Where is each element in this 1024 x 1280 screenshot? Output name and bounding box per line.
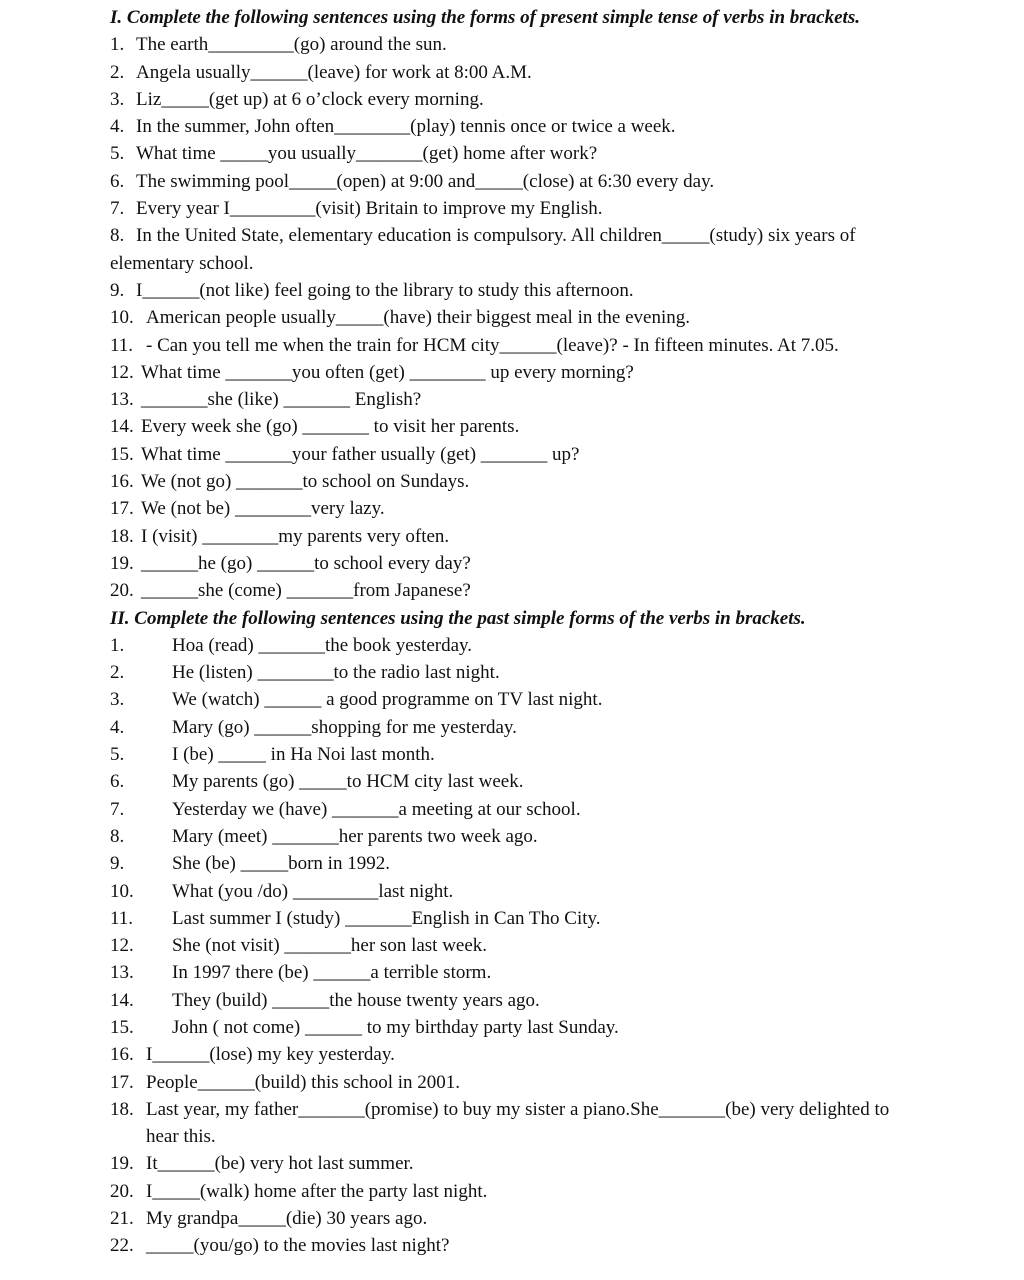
exercise-1-item xyxy=(0,277,1024,304)
item-number: 17. xyxy=(110,1071,134,1093)
item-text: It______(be) very hot last summer. xyxy=(146,1153,414,1175)
item-text: In the United State, elementary education is compulsory. All children_____(study) six years of xyxy=(136,225,856,247)
exercise-1-item xyxy=(0,31,1024,58)
item-text: People______(build) this school in 2001. xyxy=(146,1071,461,1093)
exercise-1-item xyxy=(0,332,1024,359)
item-number: 15. xyxy=(110,1016,134,1038)
exercise-2-item xyxy=(0,714,1024,741)
item-text: Last year, my father_______(promise) to buy my sister a piano.She_______(be) very delighted to xyxy=(146,1098,890,1120)
item-number: 14. xyxy=(110,416,134,438)
item-text: I (visit) ________my parents very often. xyxy=(141,525,450,547)
exercise-2-item xyxy=(0,1205,1024,1232)
exercise-2-item xyxy=(0,823,1024,850)
item-number: 20. xyxy=(110,580,134,602)
exercise-1-item xyxy=(0,386,1024,413)
exercise-1-item xyxy=(0,195,1024,222)
exercise-1-item xyxy=(0,359,1024,386)
item-number: 17. xyxy=(110,498,134,520)
exercise-2-item xyxy=(0,1096,1024,1123)
item-number: 10. xyxy=(110,880,134,902)
item-text: I (be) _____ in Ha Noi last month. xyxy=(172,744,435,766)
item-number: 16. xyxy=(110,471,134,493)
item-number: 6. xyxy=(110,170,125,192)
exercise-2-item-continuation xyxy=(0,1123,1024,1150)
item-text: We (watch) ______ a good programme on TV last night. xyxy=(172,689,603,711)
exercise-2-item xyxy=(0,905,1024,932)
item-text: ______she (come) _______from Japanese? xyxy=(141,580,471,602)
exercise-1-item xyxy=(0,495,1024,522)
item-text: Yesterday we (have) _______a meeting at our school. xyxy=(172,798,581,820)
exercise-2-item xyxy=(0,1178,1024,1205)
item-text: The earth_________(go) around the sun. xyxy=(136,34,447,56)
item-number: 4. xyxy=(110,716,125,738)
item-number: 7. xyxy=(110,198,125,220)
item-text: She (be) _____born in 1992. xyxy=(172,853,390,875)
item-text: I_____(walk) home after the party last night. xyxy=(146,1180,488,1202)
item-number: 13. xyxy=(110,389,134,411)
exercise-1-item xyxy=(0,413,1024,440)
exercise-2-item xyxy=(0,1014,1024,1041)
item-number: 2. xyxy=(110,662,125,684)
exercise-1-item xyxy=(0,304,1024,331)
exercise-1-item xyxy=(0,468,1024,495)
item-text: John ( not come) ______ to my birthday party last Sunday. xyxy=(172,1016,619,1038)
item-text: Hoa (read) _______the book yesterday. xyxy=(172,634,473,656)
item-text: In 1997 there (be) ______a terrible storm. xyxy=(172,962,492,984)
item-number: 8. xyxy=(110,225,125,247)
item-text: What time _______your father usually (get) _______ up? xyxy=(141,443,580,465)
item-number: 12. xyxy=(110,935,134,957)
exercise-2-item xyxy=(0,987,1024,1014)
exercise-2-item xyxy=(0,1041,1024,1068)
item-number: 19. xyxy=(110,1153,134,1175)
exercise-1-item xyxy=(0,577,1024,604)
exercise-1-item xyxy=(0,113,1024,140)
item-text: What (you /do) _________last night. xyxy=(172,880,454,902)
item-text: In the summer, John often________(play) tennis once or twice a week. xyxy=(136,116,676,138)
item-number: 1. xyxy=(110,634,125,656)
worksheet-page xyxy=(0,4,1024,1260)
exercise-2-item xyxy=(0,932,1024,959)
item-number: 14. xyxy=(110,989,134,1011)
item-text: My grandpa_____(die) 30 years ago. xyxy=(146,1208,428,1230)
item-number: 8. xyxy=(110,825,125,847)
item-number: 20. xyxy=(110,1180,134,1202)
item-text: Mary (meet) _______her parents two week ago. xyxy=(172,825,538,847)
exercise-2-item xyxy=(0,796,1024,823)
item-number: 2. xyxy=(110,61,125,83)
item-number: 11. xyxy=(110,334,134,356)
item-number: 12. xyxy=(110,361,134,383)
item-text: Angela usually______(leave) for work at 8:00 A.M. xyxy=(136,61,532,83)
item-number: 3. xyxy=(110,689,125,711)
exercise-2-item xyxy=(0,959,1024,986)
item-text: My parents (go) _____to HCM city last week. xyxy=(172,771,524,793)
item-text: We (not be) ________very lazy. xyxy=(141,498,385,520)
item-text: He (listen) ________to the radio last night. xyxy=(172,662,500,684)
item-number: 6. xyxy=(110,771,125,793)
item-text: She (not visit) _______her son last week. xyxy=(172,935,488,957)
exercise-2-item xyxy=(0,741,1024,768)
item-text: We (not go) _______to school on Sundays. xyxy=(141,471,470,493)
item-text: American people usually_____(have) their biggest meal in the evening. xyxy=(146,307,690,329)
item-number: 7. xyxy=(110,798,125,820)
item-text: They (build) ______the house twenty years ago. xyxy=(172,989,540,1011)
item-number: 16. xyxy=(110,1044,134,1066)
item-text: Every week she (go) _______ to visit her parents. xyxy=(141,416,520,438)
item-text: Mary (go) ______shopping for me yesterday. xyxy=(172,716,517,738)
exercise-2-item xyxy=(0,878,1024,905)
item-text: The swimming pool_____(open) at 9:00 and_____(close) at 6:30 every day. xyxy=(136,170,715,192)
exercise-2-item xyxy=(0,850,1024,877)
exercise-1-item xyxy=(0,523,1024,550)
item-number: 4. xyxy=(110,116,125,138)
exercise-2-item xyxy=(0,1069,1024,1096)
exercise-1-item xyxy=(0,140,1024,167)
exercise-2-item xyxy=(0,686,1024,713)
item-text: What time _______you often (get) ________ up every morning? xyxy=(141,361,634,383)
section-2-heading: II. Complete the following sentences using the past simple forms of the verbs in brackets. xyxy=(110,607,806,629)
exercise-1-item xyxy=(0,168,1024,195)
item-number: 9. xyxy=(110,853,125,875)
item-text: I______(lose) my key yesterday. xyxy=(146,1044,395,1066)
item-text: - Can you tell me when the train for HCM city______(leave)? - In fifteen minutes. At 7.05. xyxy=(146,334,839,356)
exercise-2-item xyxy=(0,1232,1024,1259)
item-text: _______she (like) _______ English? xyxy=(141,389,422,411)
item-text: ______he (go) ______to school every day? xyxy=(141,552,471,574)
exercise-2-item xyxy=(0,1150,1024,1177)
item-text: What time _____you usually_______(get) home after work? xyxy=(136,143,598,165)
item-text: Every year I_________(visit) Britain to improve my English. xyxy=(136,198,603,220)
section-1-heading: I. Complete the following sentences using the forms of present simple tense of verbs in brackets. xyxy=(110,7,860,28)
exercise-1-item xyxy=(0,441,1024,468)
item-text: _____(you/go) to the movies last night? xyxy=(146,1235,450,1257)
item-text-continuation: hear this. xyxy=(146,1126,216,1148)
exercise-2-item xyxy=(0,659,1024,686)
item-number: 5. xyxy=(110,744,125,766)
item-number: 9. xyxy=(110,279,125,301)
exercise-1-item xyxy=(0,222,1024,249)
item-text-continuation: elementary school. xyxy=(110,252,254,274)
item-number: 19. xyxy=(110,552,134,574)
item-text: Liz_____(get up) at 6 o’clock every morning. xyxy=(136,88,484,110)
item-text: Last summer I (study) _______English in Can Tho City. xyxy=(172,907,601,929)
item-number: 15. xyxy=(110,443,134,465)
item-number: 1. xyxy=(110,34,125,56)
item-number: 10. xyxy=(110,307,134,329)
item-number: 21. xyxy=(110,1208,134,1230)
exercise-1-item xyxy=(0,550,1024,577)
item-number: 11. xyxy=(110,907,134,929)
item-number: 13. xyxy=(110,962,134,984)
exercise-1-item xyxy=(0,86,1024,113)
exercise-2-item xyxy=(0,632,1024,659)
item-number: 22. xyxy=(110,1235,134,1257)
item-number: 18. xyxy=(110,525,134,547)
exercise-1-item-continuation xyxy=(0,250,1024,277)
item-number: 3. xyxy=(110,88,125,110)
item-text: I______(not like) feel going to the library to study this afternoon. xyxy=(136,279,634,301)
item-number: 18. xyxy=(110,1098,134,1120)
item-number: 5. xyxy=(110,143,125,165)
exercise-2-item xyxy=(0,768,1024,795)
exercise-1-item xyxy=(0,59,1024,86)
